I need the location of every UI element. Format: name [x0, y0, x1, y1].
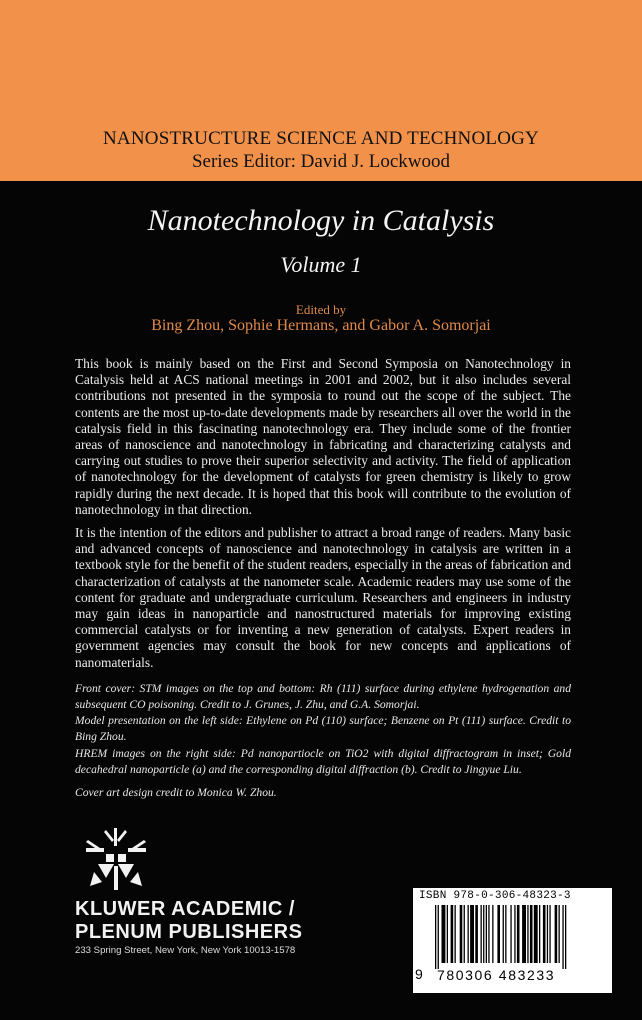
kluwer-logo-icon: [84, 826, 148, 897]
description-paragraph-1: This book is mainly based on the First and Second Symposia on Nanotechnology in Catalysis held at ACS national meetings in 2001 and 2002, but it also includes several contributions not presented in the symposia to round out the scope of the subject. The contents are the most up-to-date developments made by researchers all over the world in the catalysis field in this fascinating nanotechnology era. They include some of the frontier areas of nanoscience and nanotechnology in fabricating and characterizing catalysts and carrying out studies to prove their superior selectivity and activity. The field of application of nanotechnology for the development of catalysts for green chemistry is likely to grow rapidly during the next decade. It is hoped that this book will contribute to the evolution of nanotechnology in that direction.: [75, 356, 571, 517]
isbn-number: ISBN 978-0-306-48323-3: [419, 890, 571, 902]
description-paragraph-2: It is the intention of the editors and publisher to attract a broad range of readers. Many basic and advanced concepts of nanoscience and nanotechnology in catalysis are written in a textbook style for the benefit of the student readers, especially in the areas of fabrication and characterization of catalysts at the nanometer scale. Academic readers may use some of the content for graduate and undergraduate curriculum. Researchers and engineers in industry may gain ideas in nanoparticle and nanostructured materials for improving existing commercial catalysts or for inventing a new generation of catalysts. Expert readers in government agencies may consult the book for new concepts and applications of nanomaterials.: [75, 525, 572, 670]
publisher-address: 233 Spring Street, New York, New York 10013-1578: [75, 945, 296, 956]
edited-by-label: Edited by: [295, 302, 347, 317]
series-title: NANOSTRUCTURE SCIENCE AND TECHNOLOGY: [103, 128, 539, 149]
book-title: Nanotechnology in Catalysis: [147, 204, 495, 237]
publisher-name-line-1: KLUWER ACADEMIC /: [75, 898, 295, 920]
hrem-credit: HREM images on the right side: Pd nanopartiocle on TiO2 with digital diffractogram in inset; Gold decahedral nanoparticle (a) and the corresponding digital diffraction (b). Credit to Jingyue Liu.: [75, 747, 571, 776]
book-volume: Volume 1: [280, 252, 362, 277]
isbn-barcode: [413, 888, 612, 993]
series-editor: Series Editor: David J. Lockwood: [191, 151, 451, 172]
model-credit: Model presentation on the left side: Ethylene on Pd (110) surface; Benzene on Pt (111) surface. Credit to Bing Zhou.: [75, 714, 571, 743]
barcode-bars-icon: [435, 905, 605, 969]
ean-digits: 780306 483233: [437, 967, 556, 983]
editors-list: Bing Zhou, Sophie Hermans, and Gabor A. Somorjai: [151, 317, 491, 334]
front-cover-credit: Front cover: STM images on the top and bottom: Rh (111) surface during ethylene hydrogenation and subsequent CO poisoning. Credit to J. Grunes, J. Zhu, and G.A. Somorjai.: [75, 682, 571, 711]
ean-first-digit: 9: [415, 966, 423, 982]
cover-art-credit: Cover art design credit to Monica W. Zhou.: [75, 786, 277, 799]
publisher-name-line-2: PLENUM PUBLISHERS: [75, 921, 303, 943]
